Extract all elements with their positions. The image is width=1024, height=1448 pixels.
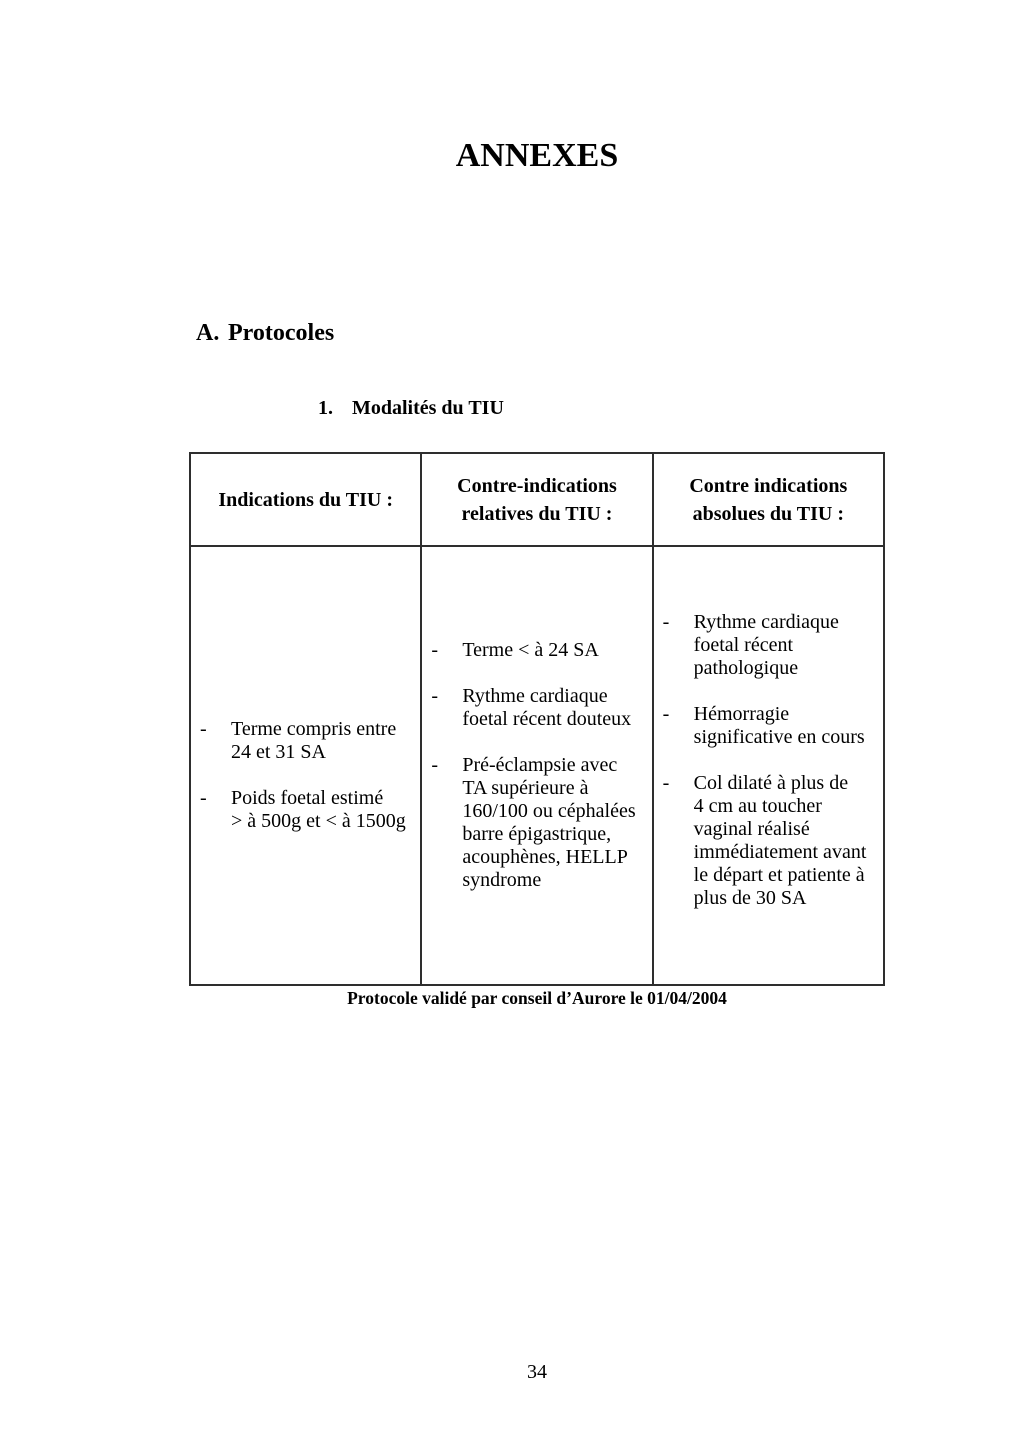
page-title: ANNEXES — [455, 137, 619, 174]
validation-caption: Protocole validé par conseil d’Aurore le 01/04/2004 — [347, 988, 727, 1008]
list-item — [200, 787, 412, 833]
column-header-indications: Indications du TIU : — [190, 453, 421, 546]
dash-bullet: - — [662, 611, 670, 633]
list-item-text: Pré-éclampsie avec TA supérieure à 160/100 ou céphalées barre épigastrique, acouphènes, HELLP syndrome — [462, 754, 636, 891]
subsection-number: 1. — [318, 397, 333, 419]
dash-bullet: - — [431, 685, 438, 707]
cell-contre-indications-relatives — [421, 546, 652, 985]
dash-bullet: - — [662, 772, 670, 794]
section-label: Protocoles — [228, 320, 335, 346]
table-header-row — [190, 453, 884, 546]
list-item-text: Terme compris entre 24 et 31 SA — [231, 718, 397, 763]
section-heading — [196, 321, 334, 345]
list-item-text: Col dilaté à plus de 4 cm au toucher vaginal réalisé immédiatement avant le départ et patiente à plus de 30 SA — [693, 772, 867, 909]
table-body-row — [190, 546, 884, 985]
list-item — [431, 639, 643, 662]
dash-bullet: - — [200, 718, 207, 740]
dash-bullet: - — [200, 787, 207, 809]
subsection-label: Modalités du TIU — [352, 397, 504, 419]
list-item-text: Poids foetal estimé > à 500g et < à 1500g — [231, 787, 406, 832]
list-item — [663, 772, 875, 910]
dash-bullet: - — [431, 639, 438, 661]
list-item — [200, 718, 412, 764]
cell-contre-indications-absolues — [653, 546, 884, 985]
dash-bullet: - — [431, 754, 438, 776]
section-number: A. — [196, 320, 220, 346]
list-item — [663, 703, 875, 749]
tiu-protocol-table — [189, 452, 885, 986]
dash-bullet: - — [662, 703, 670, 725]
list-item — [663, 611, 875, 680]
list-item-text: Terme < à 24 SA — [462, 639, 599, 661]
column-header-contre-indications-absolues: Contre indications absolues du TIU : — [653, 453, 884, 546]
cell-indications — [190, 546, 421, 985]
list-item-text: Rythme cardiaque foetal récent pathologique — [693, 611, 839, 679]
column-header-contre-indications-relatives: Contre-indications relatives du TIU : — [421, 453, 652, 546]
list-item — [431, 685, 643, 731]
page-number: 34 — [527, 1361, 547, 1383]
subsection-heading — [318, 398, 504, 418]
list-item-text: Hémorragie significative en cours — [693, 703, 865, 748]
list-item-text: Rythme cardiaque foetal récent douteux — [462, 685, 632, 730]
list-item — [431, 754, 643, 892]
